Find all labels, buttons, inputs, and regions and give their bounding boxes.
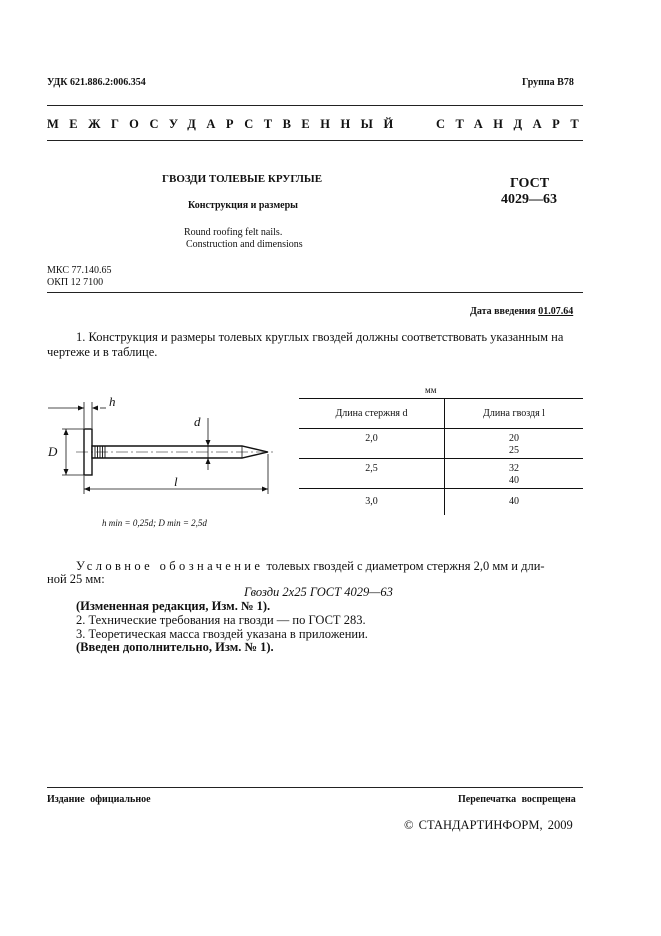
dim-big-d-label: D bbox=[48, 444, 58, 459]
table-row bbox=[299, 489, 583, 515]
page-subtitle: Конструкция и размеры bbox=[188, 200, 298, 211]
intro-date bbox=[470, 306, 573, 317]
table-cell-d: 3,0 bbox=[299, 489, 445, 515]
revision-note-1: (Измененная редакция, Изм. № 1). bbox=[76, 599, 271, 613]
table-unit: мм bbox=[425, 385, 437, 395]
clause-3: 3. Теоретическая масса гвоздей указана в приложении. bbox=[76, 627, 368, 641]
gost-label: ГОСТ bbox=[510, 176, 550, 191]
dimensions-table bbox=[299, 398, 583, 515]
designation-spaced-word: Условное обозначение bbox=[76, 559, 264, 573]
standard-label: СТАНДАРТ bbox=[436, 117, 590, 131]
reprint-notice: Перепечатка воспрещена bbox=[458, 794, 576, 805]
table-row bbox=[299, 429, 583, 459]
table-cell-l-value: 40 bbox=[509, 475, 519, 486]
table-cell-l-value: 20 bbox=[509, 433, 519, 444]
okp-code: ОКП 12 7100 bbox=[47, 277, 104, 288]
table-cell-d: 2,5 bbox=[299, 459, 445, 489]
header-rule bbox=[47, 105, 583, 106]
page-title: ГВОЗДИ ТОЛЕВЫЕ КРУГЛЫЕ bbox=[162, 173, 323, 185]
dim-l-label: l bbox=[174, 474, 178, 489]
intro-date-value: 01.07.64 bbox=[538, 306, 574, 317]
dim-h-label: h bbox=[109, 394, 116, 409]
nail-drawing bbox=[40, 388, 280, 503]
footer-rule bbox=[47, 787, 583, 788]
table-header-l: Длина гвоздя l bbox=[445, 399, 584, 429]
revision-note-2: (Введен дополнительно, Изм. № 1). bbox=[76, 640, 274, 654]
table-header-row bbox=[299, 399, 583, 429]
table-header-d: Длина стержня d bbox=[299, 399, 445, 429]
dim-d-label: d bbox=[194, 414, 201, 429]
english-title-1: Round roofing felt nails. bbox=[184, 227, 283, 238]
intro-date-label: Дата введения bbox=[470, 306, 536, 317]
designation-example: Гвозди 2x25 ГОСТ 4029—63 bbox=[244, 585, 393, 599]
designation-line-2: ной 25 мм: bbox=[47, 572, 105, 586]
table-cell-l: 40 bbox=[509, 496, 519, 508]
figure-caption: h min = 0,25d; D min = 2,5d bbox=[102, 518, 207, 528]
clause-1-line-2: чертеже и в таблице. bbox=[47, 345, 158, 359]
table-cell-l-value: 32 bbox=[509, 463, 519, 474]
clause-1-line-1: 1. Конструкция и размеры толевых круглых гвоздей должны соответствовать указанным на bbox=[76, 330, 564, 344]
copyright: © СТАНДАРТИНФОРМ, 2009 bbox=[404, 818, 573, 832]
group-code: Группа В78 bbox=[522, 77, 574, 88]
header-rule-2 bbox=[47, 140, 583, 141]
table-cell-l-value: 25 bbox=[509, 445, 519, 456]
interstate-label: МЕЖГОСУДАРСТВЕННЫЙ bbox=[47, 117, 404, 131]
english-title-2: Construction and dimensions bbox=[186, 239, 303, 250]
table-cell-l bbox=[445, 459, 584, 489]
codes-rule bbox=[47, 292, 583, 293]
table-cell-l bbox=[445, 429, 584, 459]
official-edition: Издание официальное bbox=[47, 794, 151, 805]
udk-code: УДК 621.886.2:006.354 bbox=[47, 77, 146, 88]
gost-number: 4029—63 bbox=[501, 192, 557, 207]
designation-line-1-rest: толевых гвоздей с диаметром стержня 2,0 мм и дли- bbox=[266, 559, 545, 573]
clause-2: 2. Технические требования на гвозди — по ГОСТ 283. bbox=[76, 613, 366, 627]
table-row bbox=[299, 459, 583, 489]
table-cell-d: 2,0 bbox=[299, 429, 445, 459]
mks-code: МКС 77.140.65 bbox=[47, 265, 112, 276]
designation-line-1 bbox=[76, 559, 545, 574]
